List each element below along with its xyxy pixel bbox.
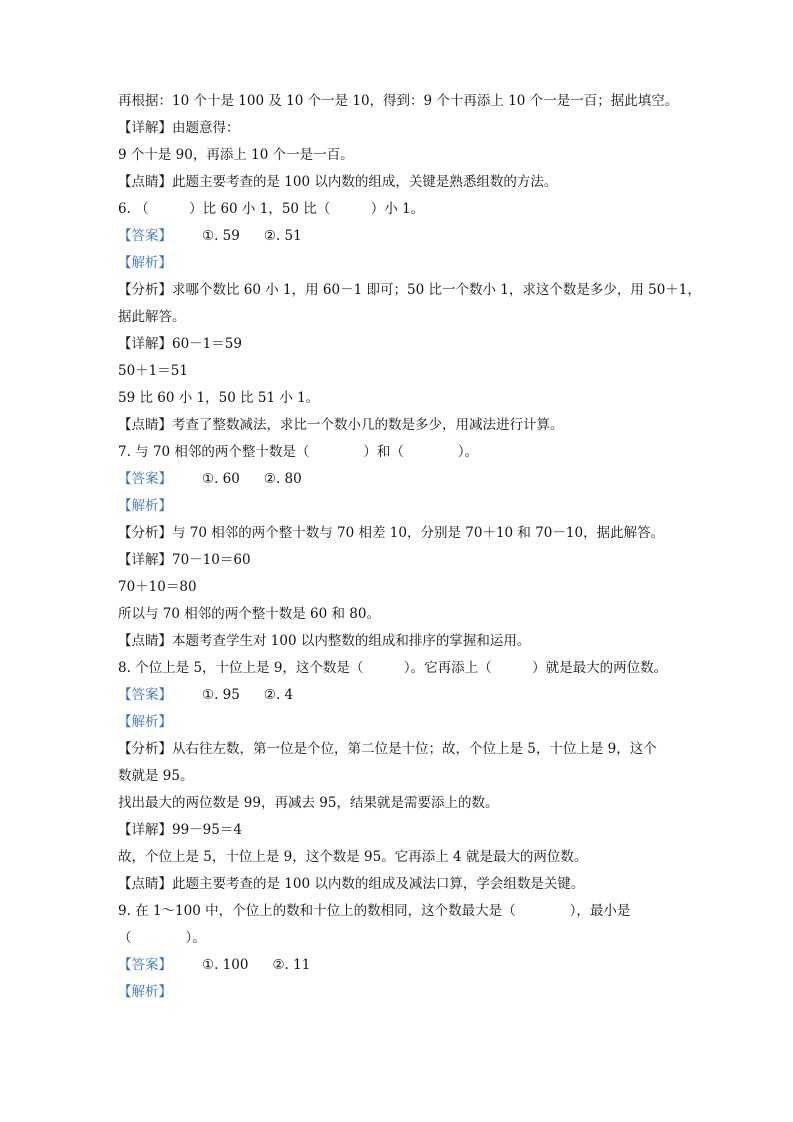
text-line xyxy=(118,821,683,839)
text-line xyxy=(118,200,683,218)
line-text: 70－10＝60 xyxy=(172,552,251,568)
text-line xyxy=(118,362,683,380)
line-text: 70＋10＝80 xyxy=(118,579,197,595)
text-line xyxy=(118,875,683,893)
answer-2: ②. 4 xyxy=(263,687,294,703)
analysis-heading xyxy=(118,497,683,515)
section-tag: 【点睛】 xyxy=(118,174,172,190)
analysis-heading xyxy=(118,254,683,272)
line-text: 此题主要考查的是 100 以内数的组成，关键是熟悉组数的方法。 xyxy=(172,174,558,190)
section-tag: 【分析】 xyxy=(118,741,172,757)
line-text: 7. 与 70 相邻的两个整十数是（ ）和（ ）。 xyxy=(118,444,479,460)
section-tag: 【解析】 xyxy=(118,714,172,730)
line-text: 所以与 70 相邻的两个整十数是 60 和 80。 xyxy=(118,606,380,622)
section-tag: 【解析】 xyxy=(118,255,172,271)
section-tag: 【详解】 xyxy=(118,552,172,568)
section-tag: 【详解】 xyxy=(118,822,172,838)
answer-2: ②. 51 xyxy=(263,228,302,244)
text-line xyxy=(118,740,683,758)
text-line xyxy=(118,929,683,947)
text-line xyxy=(118,524,683,542)
line-text: 此题主要考查的是 100 以内数的组成及减法口算，学会组数是关键。 xyxy=(172,876,585,892)
answer-2: ②. 80 xyxy=(263,471,302,487)
section-tag: 【解析】 xyxy=(118,498,172,514)
text-line xyxy=(118,146,683,164)
section-tag: 【答案】 xyxy=(118,957,172,973)
line-text: 再根据：10 个十是 100 及 10 个一是 10，得到：9 个十再添上 10 个一是一百；据此填空。 xyxy=(118,93,679,109)
answer-1: ①. 100 xyxy=(202,957,249,973)
line-text: 从右往左数，第一位是个位，第二位是十位；故，个位上是 5，十位上是 9，这个 xyxy=(172,741,657,757)
line-text: 60－1＝59 xyxy=(172,336,242,352)
text-line xyxy=(118,902,683,920)
line-text: 50＋1＝51 xyxy=(118,363,188,379)
text-line xyxy=(118,389,683,407)
line-text: 9. 在 1～100 中，个位上的数和十位上的数相同，这个数最大是（ ），最小是 xyxy=(118,903,631,919)
analysis-heading xyxy=(118,713,683,731)
text-line xyxy=(118,848,683,866)
analysis-heading xyxy=(118,983,683,1001)
section-tag: 【分析】 xyxy=(118,282,172,298)
section-tag: 【分析】 xyxy=(118,525,172,541)
text-line xyxy=(118,281,701,299)
section-tag: 【答案】 xyxy=(118,228,172,244)
line-text: 由题意得： xyxy=(172,120,240,136)
answer-line xyxy=(118,470,683,488)
text-line xyxy=(118,119,683,137)
answer-1: ①. 59 xyxy=(202,228,240,244)
text-line xyxy=(118,308,683,326)
text-line xyxy=(118,605,683,623)
answer-2: ②. 11 xyxy=(272,957,311,973)
section-tag: 【点睛】 xyxy=(118,417,172,433)
answer-line xyxy=(118,956,683,974)
line-text: 考查了整数减法，求比一个数小几的数是多少，用减法进行计算。 xyxy=(172,417,564,433)
text-line xyxy=(118,632,683,650)
text-line xyxy=(118,551,683,569)
line-text: 故，个位上是 5，十位上是 9，这个数是 95。它再添上 4 就是最大的两位数。 xyxy=(118,849,588,865)
text-line xyxy=(118,173,683,191)
line-text: 本题考查学生对 100 以内整数的组成和排序的掌握和运用。 xyxy=(172,633,531,649)
section-tag: 【详解】 xyxy=(118,120,172,136)
answer-1: ①. 60 xyxy=(202,471,240,487)
section-tag: 【答案】 xyxy=(118,687,172,703)
line-text: 9 个十是 90，再添上 10 个一是一百。 xyxy=(118,147,354,163)
line-text: 59 比 60 小 1，50 比 51 小 1。 xyxy=(118,390,320,406)
line-text: （ ）。 xyxy=(118,930,206,946)
answer-line xyxy=(118,227,683,245)
line-text: 与 70 相邻的两个整十数与 70 相差 10，分别是 70＋10 和 70－10，据此解答。 xyxy=(172,525,665,541)
text-line xyxy=(118,659,683,677)
text-line xyxy=(118,767,683,785)
line-text: 99－95＝4 xyxy=(172,822,242,838)
section-tag: 【点睛】 xyxy=(118,633,172,649)
line-text: 6. （ ）比 60 小 1，50 比（ ）小 1。 xyxy=(118,201,425,217)
line-text: 据此解答。 xyxy=(118,309,186,325)
line-text: 数就是 95。 xyxy=(118,768,194,784)
line-text: 找出最大的两位数是 99，再减去 95，结果就是需要添上的数。 xyxy=(118,795,499,811)
line-text: 求哪个数比 60 小 1，用 60－1 即可；50 比一个数小 1，求这个数是多少，用 50＋1， xyxy=(172,282,701,298)
text-line xyxy=(118,416,683,434)
text-line xyxy=(118,92,683,110)
section-tag: 【点睛】 xyxy=(118,876,172,892)
text-line xyxy=(118,335,683,353)
text-line xyxy=(118,443,683,461)
answer-1: ①. 95 xyxy=(202,687,240,703)
line-text: 8. 个位上是 5，十位上是 9，这个数是（ ）。它再添上（ ）就是最大的两位数。 xyxy=(118,660,668,676)
answer-line xyxy=(118,686,683,704)
text-line xyxy=(118,578,683,596)
section-tag: 【答案】 xyxy=(118,471,172,487)
section-tag: 【详解】 xyxy=(118,336,172,352)
text-line xyxy=(118,794,683,812)
section-tag: 【解析】 xyxy=(118,984,172,1000)
